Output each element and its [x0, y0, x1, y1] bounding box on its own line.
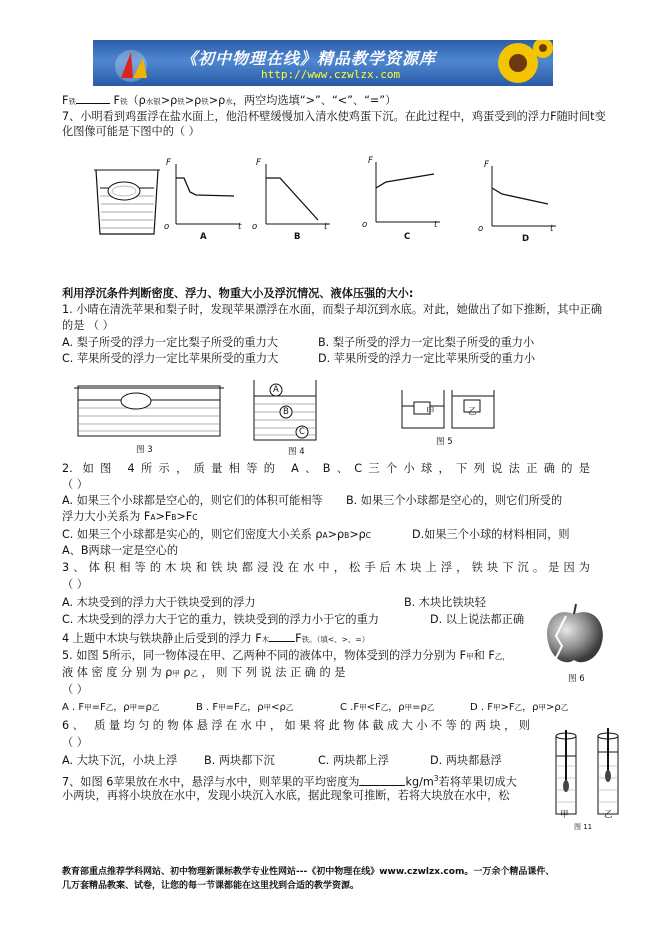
header-banner [93, 40, 553, 86]
cylinder-jia-label: 甲 [560, 810, 569, 820]
graph-c-label: C [404, 232, 411, 242]
option-5c: C .F甲<F乙，ρ甲=ρ乙 [340, 702, 435, 713]
beaker-egg-figure [92, 166, 162, 238]
question-2-bracket: （ ） [62, 478, 88, 491]
banner-url[interactable]: http://www.czwlzx.com [261, 68, 401, 81]
question-4-text: 4 上题中木块与铁块静止后受到的浮力 F木 F铁。（填<、>、=） [62, 632, 370, 645]
option-2d-cont: A、B两球一定是空心的 [62, 544, 179, 557]
question-3-bracket: （ ） [62, 578, 88, 591]
question-6-bracket: （ ） [62, 736, 88, 749]
graph-d-label: D [522, 234, 530, 244]
section-heading: 利用浮沉条件判断密度、浮力、物重大小及浮沉情况、液体压强的大小: [62, 287, 414, 300]
option-3b: B. 木块比铁块轻 [404, 596, 486, 609]
option-3d: D. 以上说法都正确 [430, 613, 525, 626]
question-5-bracket: （ ） [62, 683, 88, 696]
question-2-text: 2. 如图 4所示，质量相等的 A、B、C三个小球，下列说法正确的是 [62, 462, 590, 475]
option-1c: C. 苹果所受的浮力一定比苹果所受的重力大 [62, 352, 279, 365]
footer-line-1: 教育部重点推荐学科网站、初中物理新课标教学专业性网站---《初中物理在线》www.czwlzx.com。一万余个精品课件、 [62, 867, 555, 877]
figure-3-caption: 图 3 [136, 445, 153, 455]
option-2b-cont: 浮力大小关系为 FA>FB>FC [62, 510, 198, 523]
figure-4-caption: 图 4 [288, 447, 305, 457]
question-7-text-2: 化图像可能是下图中的（ ） [62, 125, 200, 138]
container-jia-label: 甲 [426, 407, 435, 417]
question-6-text: 6、 质量均匀的物体悬浮在水中，如果将此物体截成大小不等的两块，则 [62, 719, 530, 732]
ball-b-label: B [283, 407, 289, 417]
question-7-text: 7、小明看到鸡蛋浮在盐水面上，他沿杯壁缓慢加入清水使鸡蛋下沉。在此过程中，鸡蛋受到的浮力F随时间t变 [62, 110, 606, 123]
question-1-text-2: 的是 （ ） [62, 319, 114, 332]
option-6b: B. 两块都下沉 [204, 754, 275, 767]
graph-a-label: A [200, 232, 207, 242]
question-5-text-2: 液 体 密 度 分 别 为 ρ甲 ρ乙 ， 则 下 列 说 法 正 确 的 是 [62, 666, 346, 679]
option-1d: D. 苹果所受的浮力一定比苹果所受的重力小 [318, 352, 536, 365]
sunflower-icon [483, 40, 553, 86]
question-5-text: 5. 如图 5所示，同一物体浸在甲、乙两种不同的液体中，物体受到的浮力分别为 F甲和 F乙， [62, 649, 510, 662]
question-7b-text-2: 小两块，再将小块放在水中，发现小块沉入水底，据此现象可推断，若将大块放在水中，松 [62, 789, 510, 802]
banner-title: 《初中物理在线》精品教学资源库 [181, 49, 437, 68]
figure-3-tank [74, 384, 224, 440]
ball-a-label: A [273, 385, 279, 395]
blank-line-0: F铁 F铁（ρ水银>ρ铁>ρ铁>ρ水，两空均选填“>”、“<”、“=”） [62, 94, 397, 107]
option-1b: B. 梨子所受的浮力一定比梨子所受的重力小 [318, 336, 535, 349]
question-1-text: 1. 小晴在清洗苹果和梨子时，发现苹果漂浮在水面，而梨子却沉到水底。对此，她做出了如下推断，其中正确 [62, 303, 603, 316]
option-1a: A. 梨子所受的浮力一定比梨子所受的重力大 [62, 336, 278, 349]
figure-11-caption: 图 11 [574, 823, 593, 831]
option-5a: A . F甲=F乙，ρ甲=ρ乙 [62, 702, 160, 713]
option-5b: B . F甲=F乙，ρ甲<ρ乙 [196, 702, 294, 713]
cylinder-yi-label: 乙 [604, 810, 613, 820]
option-3a: A. 木块受到的浮力大于铁块受到的浮力 [62, 596, 256, 609]
graph-b-label: B [294, 232, 301, 242]
option-6c: C. 两块都上浮 [318, 754, 389, 767]
option-6a: A. 大块下沉，小块上浮 [62, 754, 178, 767]
option-6d: D. 两块都悬浮 [430, 754, 502, 767]
question-7b-text: 7、如图 6苹果放在水中，悬浮与水中，则苹果的平均密度为 $kg/m^3$若将苹果切成大 [62, 774, 517, 789]
footer-line-2: 几万套精品教案、试卷，让您的每一节课都能在这里找到合适的教学资源。 [62, 881, 360, 891]
figure-5-caption: 图 5 [436, 437, 453, 447]
container-yi-label: 乙 [468, 407, 477, 417]
graph-a [166, 158, 246, 240]
option-5d: D . F甲>F乙，ρ甲>ρ乙 [470, 702, 569, 713]
question-3-text: 3、体积相等的木块和铁块都浸没在水中，松手后木块上浮，铁块下沉。是因为 [62, 561, 590, 574]
option-2d: D.如果三个小球的材料相同，则 [412, 528, 570, 541]
option-2c: C. 如果三个小球都是实心的，则它们密度大小关系 ρA>ρB>ρC [62, 528, 372, 541]
apple-figure [542, 602, 606, 668]
option-2a: A. 如果三个小球都是空心的，则它们的体积可能相等 [62, 494, 323, 507]
figure-6-caption: 图 6 [568, 674, 585, 684]
figure-5-containers [398, 386, 498, 432]
logo-icon [103, 44, 173, 84]
ball-c-label: C [299, 427, 305, 437]
option-3c: C. 木块受到的浮力大于它的重力，铁块受到的浮力小于它的重力 [62, 613, 379, 626]
option-2b: B. 如果三个小球都是空心的，则它们所受的 [346, 494, 563, 507]
